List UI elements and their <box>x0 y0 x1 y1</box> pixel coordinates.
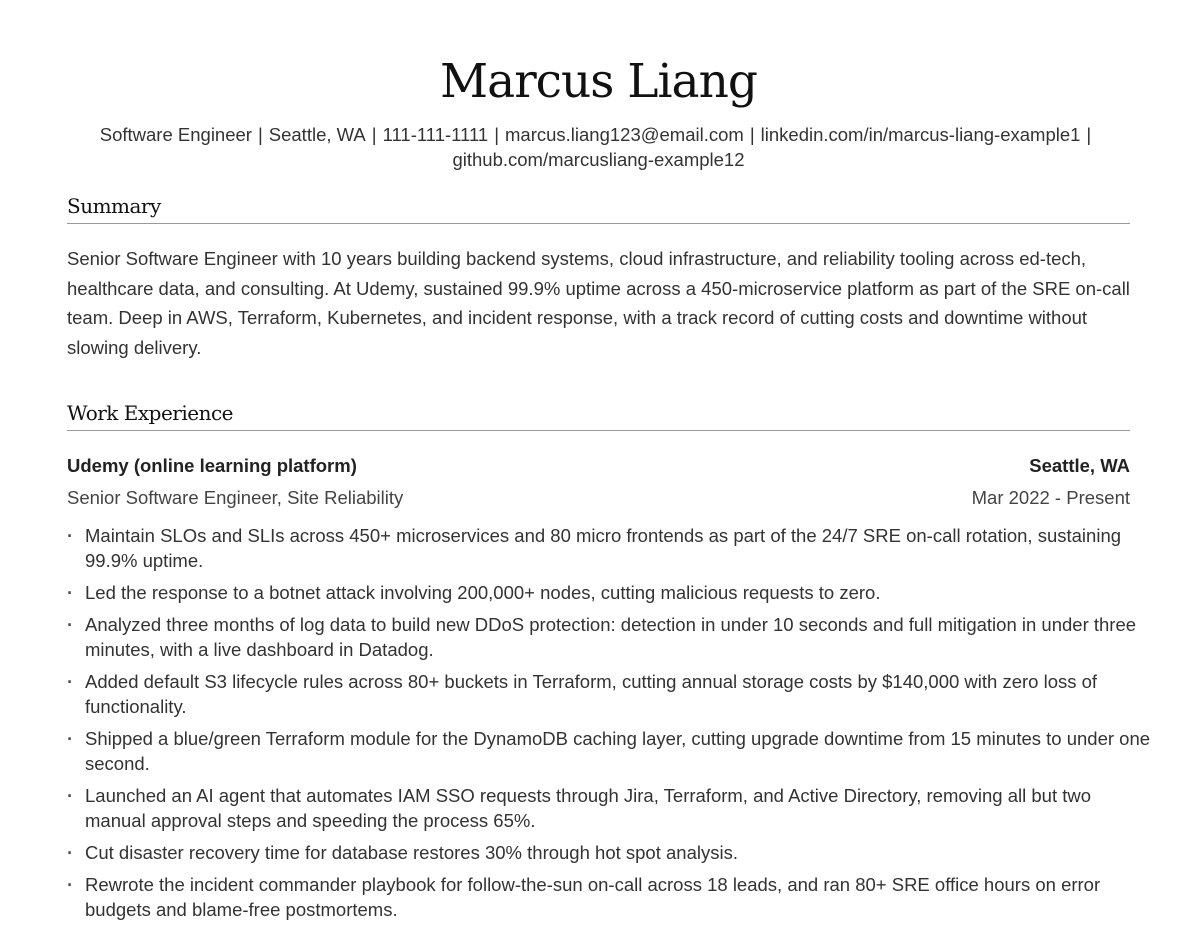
list-item: · Rewrote the incident commander playbook for follow-the-sun on-call across 18 leads, and ran 80+ SRE office hours on error budgets and blame-free postmortems. <box>67 872 1152 922</box>
job-bullet-list <box>67 523 1152 929</box>
contact-linkedin[interactable]: linkedin.com/in/marcus-liang-example1 <box>760 124 1081 145</box>
contact-phone: 111-111-1111 <box>382 124 489 145</box>
summary-heading: Summary <box>67 192 1130 224</box>
contact-separator: | <box>749 124 755 145</box>
list-item: · Added default S3 lifecycle rules across 80+ buckets in Terraform, cutting annual storage costs by $140,000 with zero loss of functionality. <box>67 669 1152 719</box>
contact-separator: | <box>1086 124 1092 145</box>
contact-separator: | <box>371 124 377 145</box>
contact-title: Software Engineer <box>99 124 252 145</box>
candidate-name: Marcus Liang <box>440 54 757 109</box>
job-role: Senior Software Engineer, Site Reliability <box>67 487 404 508</box>
summary-text: Senior Software Engineer with 10 years building backend systems, cloud infrastructure, and reliability tooling across ed-tech, healthcare data, and consulting. At Udemy, sustained 99.9% uptime across a 450-microservice platform as part of the SRE on-call team. Deep in AWS, Terraform, Kubernetes, and incident response, with a track record of cutting costs and downtime without slowing delivery. <box>67 248 1130 358</box>
job-company: Udemy (online learning platform) <box>67 455 357 476</box>
list-item: · Cut disaster recovery time for database restores 30% through hot spot analysis. <box>67 840 1152 865</box>
contact-line <box>47 122 1150 172</box>
list-item: · Launched an AI agent that automates IAM SSO requests through Jira, Terraform, and Active Directory, removing all but two manual approval steps and speeding the process 65%. <box>67 783 1152 833</box>
contact-email[interactable]: marcus.liang123@email.com <box>505 124 744 145</box>
list-item: · Led the response to a botnet attack involving 200,000+ nodes, cutting malicious requests to zero. <box>67 580 1152 605</box>
contact-separator: | <box>494 124 499 145</box>
list-item: · Maintain SLOs and SLIs across 450+ microservices and 80 micro frontends as part of the 24/7 SRE on-call rotation, sustaining 99.9% uptime. <box>67 523 1152 573</box>
contact-github[interactable]: github.com/marcusliang-example12 <box>452 149 745 170</box>
contact-location: Seattle, WA <box>268 124 366 145</box>
work-experience-heading: Work Experience <box>67 399 1130 431</box>
job-dates: Mar 2022 - Present <box>971 487 1130 508</box>
list-item: · Analyzed three months of log data to build new DDoS protection: detection in under 10 seconds and full mitigation in under three minutes, with a live dashboard in Datadog. <box>67 612 1152 662</box>
contact-separator: | <box>257 124 263 145</box>
list-item: · Shipped a blue/green Terraform module for the DynamoDB caching layer, cutting upgrade downtime from 15 minutes to under one second. <box>67 726 1152 776</box>
job-location: Seattle, WA <box>1029 455 1130 476</box>
